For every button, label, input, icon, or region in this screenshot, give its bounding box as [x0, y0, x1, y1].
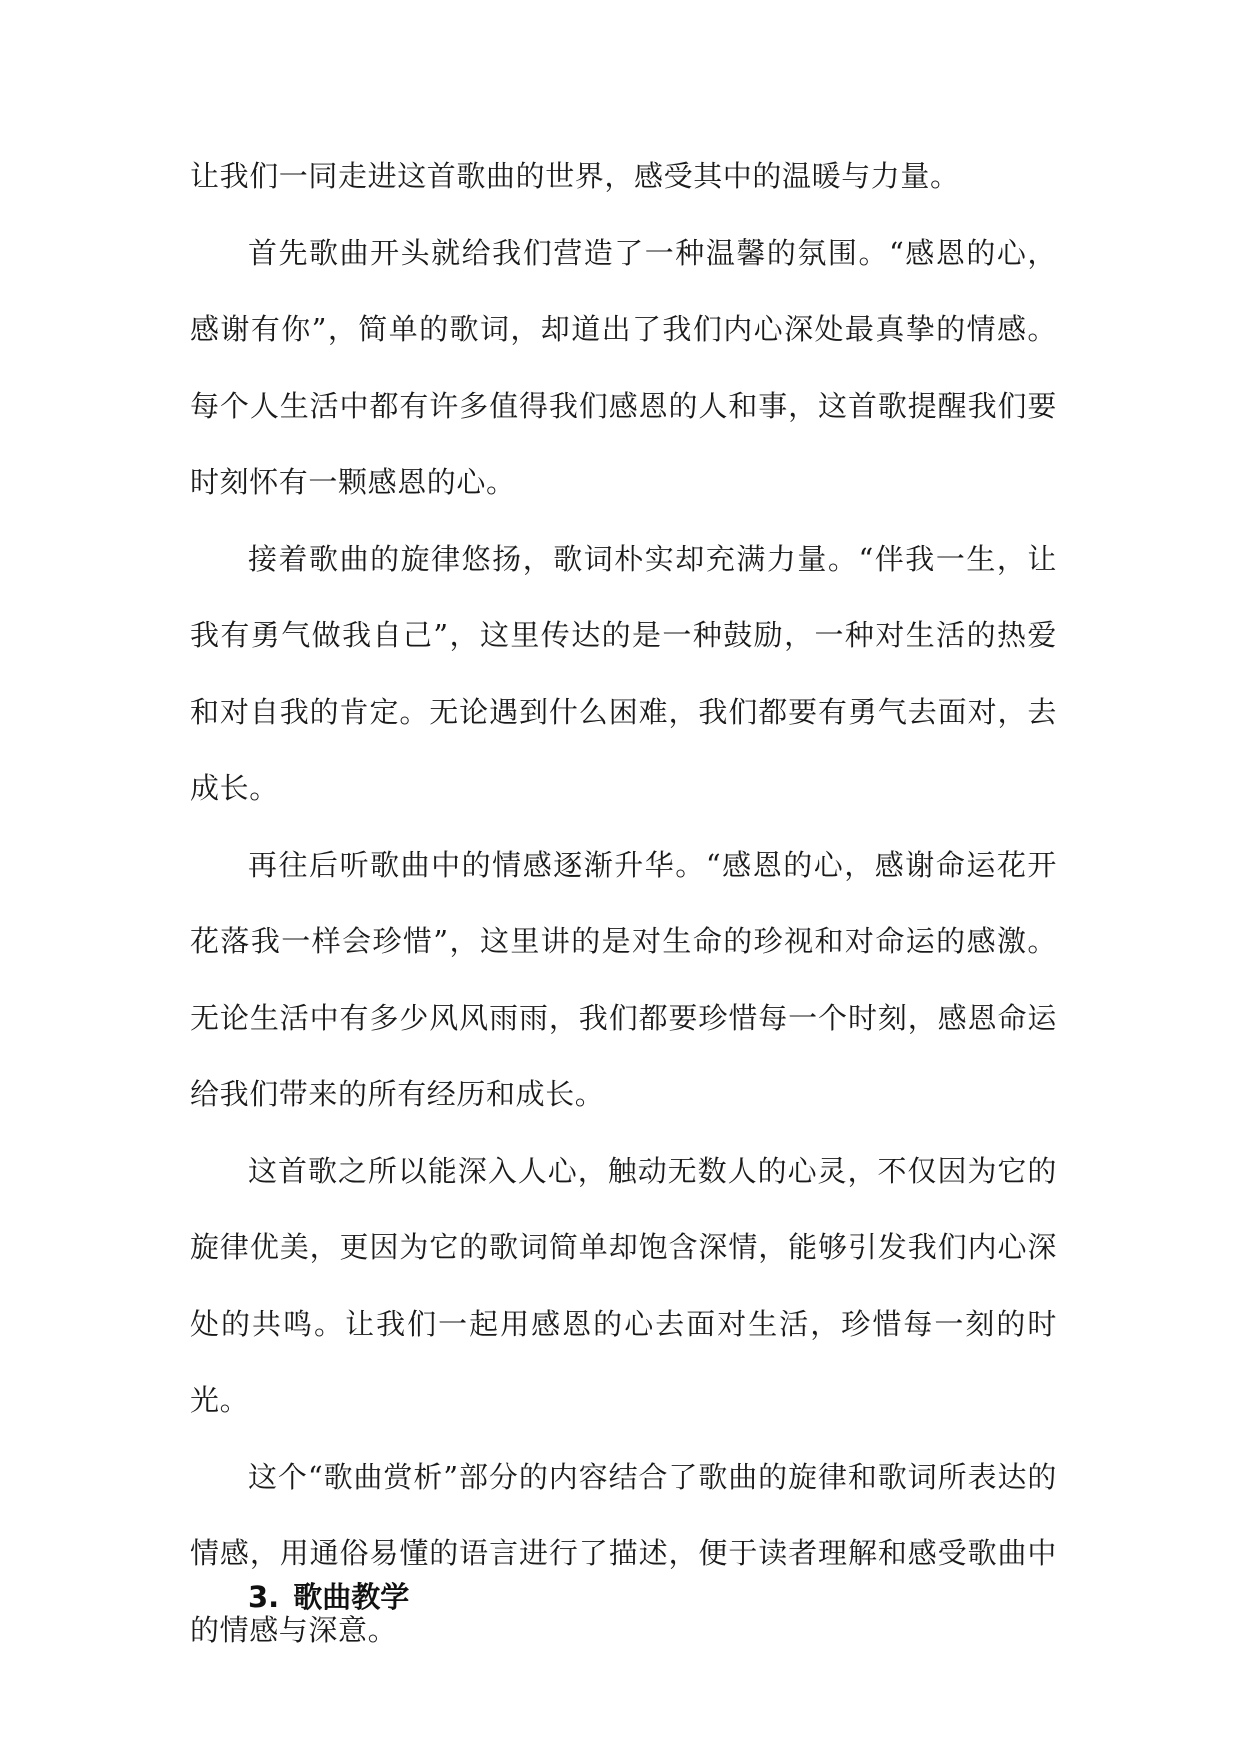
paragraph-intro: 让我们一同走进这首歌曲的世界，感受其中的温暖与力量。: [190, 159, 960, 193]
paragraph-melody-analysis: 接着歌曲的旋律悠扬，歌词朴实却充满力量。“伴我一生，让我有勇气做我自己”，这里传达的是一种鼓励，一种对生活的热爱和对自我的肯定。无论遇到什么困难，我们都要有勇气去面对，去成长。: [190, 541, 1057, 805]
paragraph-resonance: 这首歌之所以能深入人心，触动无数人的心灵，不仅因为它的旋律优美，更因为它的歌词简单却饱含深情，能够引发我们内心深处的共鸣。让我们一起用感恩的心去面对生活，珍惜每一刻的时光。: [190, 1153, 1057, 1417]
paragraph-emotion-analysis: 再往后听歌曲中的情感逐渐升华。“感恩的心，感谢命运花开花落我一样会珍惜”，这里讲的是对生命的珍视和对命运的感激。无论生活中有多少风风雨雨，我们都要珍惜每一个时刻，感恩命运给我们带来的所有经历和成长。: [190, 847, 1057, 1111]
paragraph-opening-analysis: 首先歌曲开头就给我们营造了一种温馨的氛围。“感恩的心，感谢有你”，简单的歌词，却道出了我们内心深处最真挚的情感。每个人生活中都有许多值得我们感恩的人和事，这首歌提醒我们要时刻怀有一颗感恩的心。: [190, 235, 1057, 499]
section-title: 歌曲教学: [293, 1580, 410, 1614]
section-heading: [248, 1575, 409, 1619]
paragraph-summary: 这个“歌曲赏析”部分的内容结合了歌曲的旋律和歌词所表达的情感，用通俗易懂的语言进行了描述，便于读者理解和感受歌曲中的情感与深意。: [190, 1459, 1057, 1647]
section-number: 3.: [248, 1580, 280, 1614]
document-body: [190, 138, 1057, 1668]
